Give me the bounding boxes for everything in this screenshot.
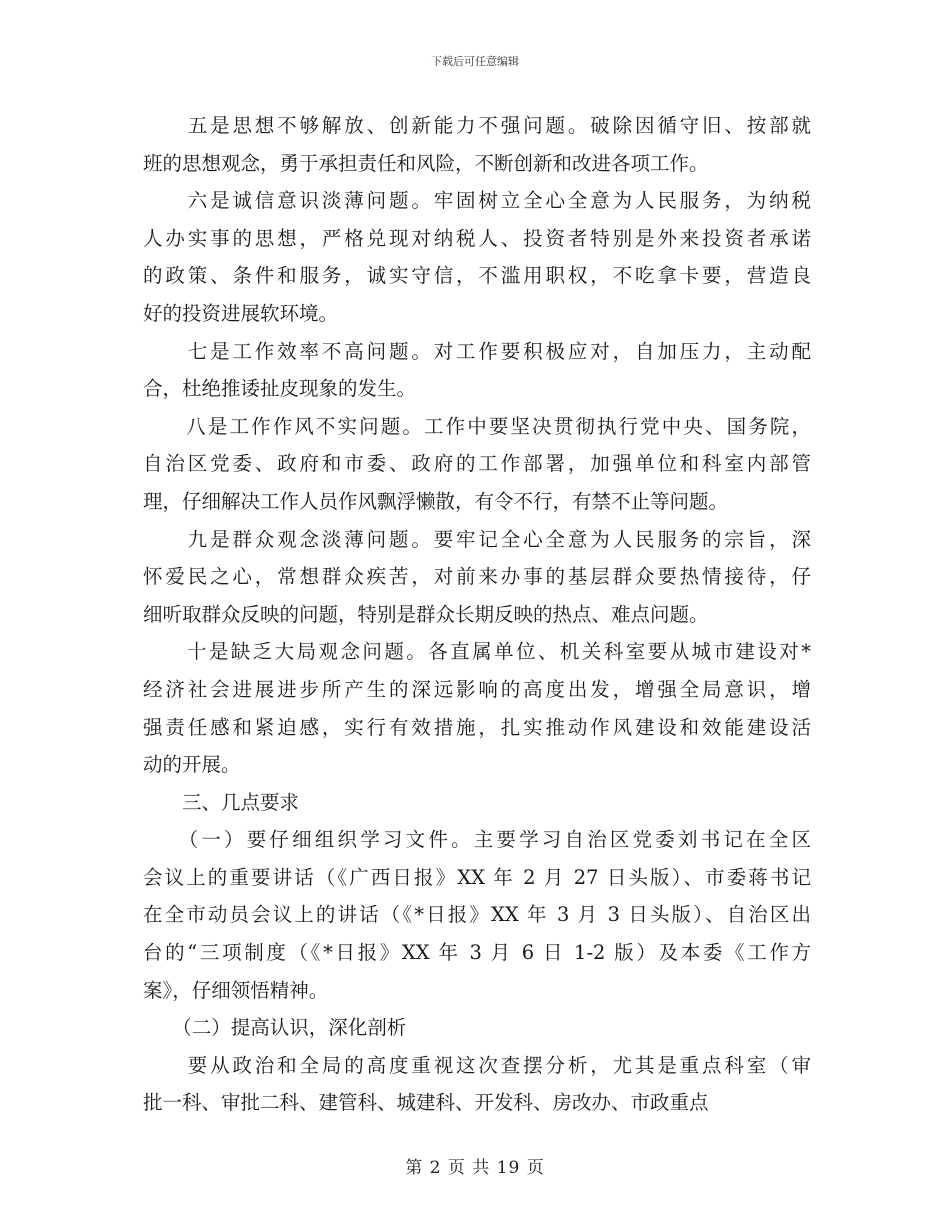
text-line: 案》，仔细领悟精神。 — [143, 978, 329, 1002]
text-line: 合，杜绝推诿扯皮现象的发生。 — [143, 377, 417, 401]
text-line: 班的思想观念，勇于承担责任和风险，不断创新和改进各项工作。 — [143, 151, 709, 175]
page-number-footer: 第 2 页 共 19 页 — [405, 1158, 545, 1178]
document-body — [143, 107, 811, 1122]
text-line: 十是缺乏大局观念问题。各直属单位、机关科室要从城市建设对* — [143, 640, 811, 664]
text-line: 会议上的重要讲话（《广西日报》XX 年 2 月 27 日头版）、市委蒋书记 — [143, 865, 811, 889]
text-line: 自治区党委、政府和市委、政府的工作部署，加强单位和科室内部管 — [143, 452, 811, 476]
text-line: 三、几点要求 — [143, 790, 300, 814]
text-line: 怀爱民之心，常想群众疾苦，对前来办事的基层群众要热情接待，仔 — [143, 565, 811, 589]
text-line: 理，仔细解决工作人员作风飘浮懒散，有令不行，有禁不止等问题。 — [143, 489, 729, 513]
text-line: （二）提高认识，深化剖析 — [143, 1016, 407, 1040]
text-line: 要从政治和全局的高度重视这次查摆分析，尤其是重点科室（审 — [143, 1053, 811, 1077]
text-line: 动的开展。 — [143, 753, 241, 777]
text-line: 经济社会进展进步所产生的深远影响的高度出发，增强全局意识，增 — [143, 677, 811, 701]
text-line: 五是思想不够解放、创新能力不强问题。破除因循守旧、按部就 — [143, 114, 811, 137]
text-line: 细听取群众反映的问题，特别是群众长期反映的热点、难点问题。 — [143, 602, 709, 626]
text-line: （一）要仔细组织学习文件。主要学习自治区党委刘书记在全区 — [143, 828, 811, 852]
text-line: 批一科、审批二科、建管科、城建科、开发科、房改办、市政重点 — [143, 1091, 709, 1115]
page-header: 下载后可任意编辑 — [431, 55, 519, 68]
text-line: 强责任感和紧迫感，实行有效措施，扎实推动作风建设和效能建设活 — [143, 715, 811, 739]
text-line: 的政策、条件和服务，诚实守信，不滥用职权，不吃拿卡要，营造良 — [143, 264, 811, 288]
text-line: 在全市动员会议上的讲话（《*日报》XX 年 3 月 3 日头版）、自治区出 — [143, 903, 811, 927]
text-line: 台的“三项制度（《*日报》XX 年 3 月 6 日 1-2 版）及本委《工作方 — [143, 941, 811, 965]
text-line: 七是工作效率不高问题。对工作要积极应对，自加压力，主动配 — [143, 339, 811, 363]
text-line: 好的投资进展软环境。 — [143, 301, 339, 325]
text-line: 八是工作作风不实问题。工作中要坚决贯彻执行党中央、国务院， — [143, 414, 811, 438]
text-line: 六是诚信意识淡薄问题。牢固树立全心全意为人民服务，为纳税 — [143, 189, 811, 213]
text-line: 人办实事的思想，严格兑现对纳税人、投资者特别是外来投资者承诺 — [143, 226, 811, 250]
text-line: 九是群众观念淡薄问题。要牢记全心全意为人民服务的宗旨，深 — [143, 527, 811, 551]
